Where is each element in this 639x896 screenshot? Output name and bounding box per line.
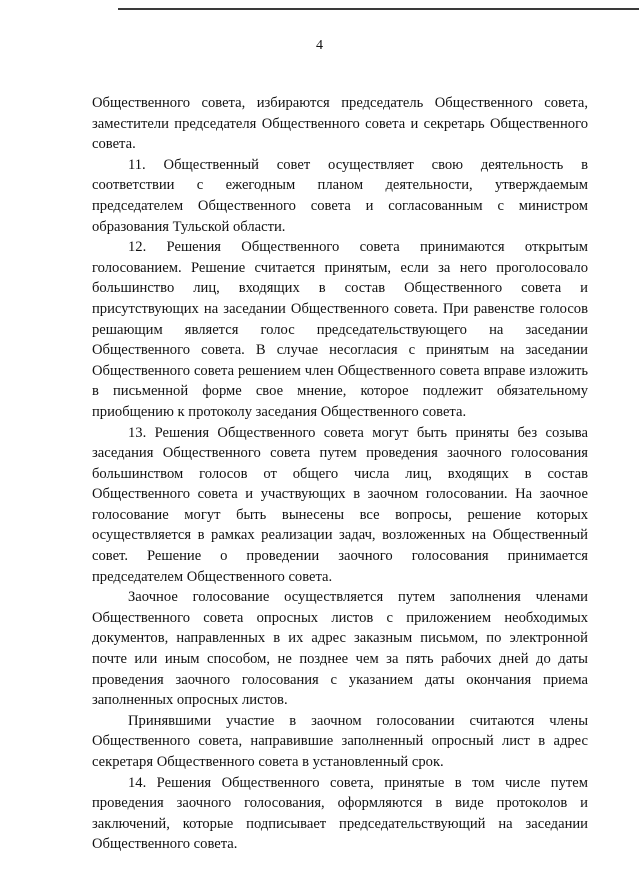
paragraph-item-12: 12. Решения Общественного совета принимаются открытым голосованием. Решение считается принятым, если за него проголосовало большинство лиц, входящих в состав Общественного совета и присутствующих на заседании Общественного совета. При равенстве голосов решающим является голос председательствующего на заседании Общественного совета. В случае несогласия с принятым на заседании Общественного совета решением член Общественного совета вправе изложить в письменной форме свое мнение, которое подлежит обязательному приобщению к протоколу заседания Общественного совета. xyxy=(92,239,588,420)
paragraph-participants: Принявшими участие в заочном голосовании считаются члены Общественного совета, направившие заполненный опросный лист в адрес секретаря Общественного совета в установленный срок. xyxy=(92,712,588,770)
paragraph-item-13: 13. Решения Общественного совета могут быть приняты без созыва заседания Общественного совета путем проведения заочного голосования большинством голосов от общего числа лиц, входящих в состав Общественного совета и участвующих в заочном голосовании. На заочное голосование могут быть вынесены все вопросы, решение которых осуществляется в рамках реализации задач, возложенных на Общественный совет. Решение о проведении заочного голосования принимается председателем Общественного совета. xyxy=(92,424,588,585)
page-number: 4 xyxy=(316,38,323,53)
paragraph-item-11: 11. Общественный совет осуществляет свою деятельность в соответствии с ежегодным планом деятельности, утверждаемым председателем Общественного совета и согласованным с министром образования Тульской области. xyxy=(92,156,588,235)
paragraph-item-14: 14. Решения Общественного совета, принятые в том числе путем проведения заочного голосования, оформляются в виде протоколов и заключений, которые подписывает председательствующий на заседании Общественного совета. xyxy=(92,774,588,853)
top-border-line xyxy=(118,8,639,10)
document-body xyxy=(92,93,588,855)
paragraph-absentee-voting: Заочное голосование осуществляется путем заполнения членами Общественного совета опросных листов с приложением необходимых документов, направленных в их адрес заказным письмом, по электронной почте или иным способом, не позднее чем за пять рабочих дней до даты проведения заочного голосования с указанием даты окончания приема заполненных опросных листов. xyxy=(92,589,588,709)
paragraph-continuation: Общественного совета, избираются председатель Общественного совета, заместители председателя Общественного совета и секретарь Общественного совета. xyxy=(92,95,588,153)
